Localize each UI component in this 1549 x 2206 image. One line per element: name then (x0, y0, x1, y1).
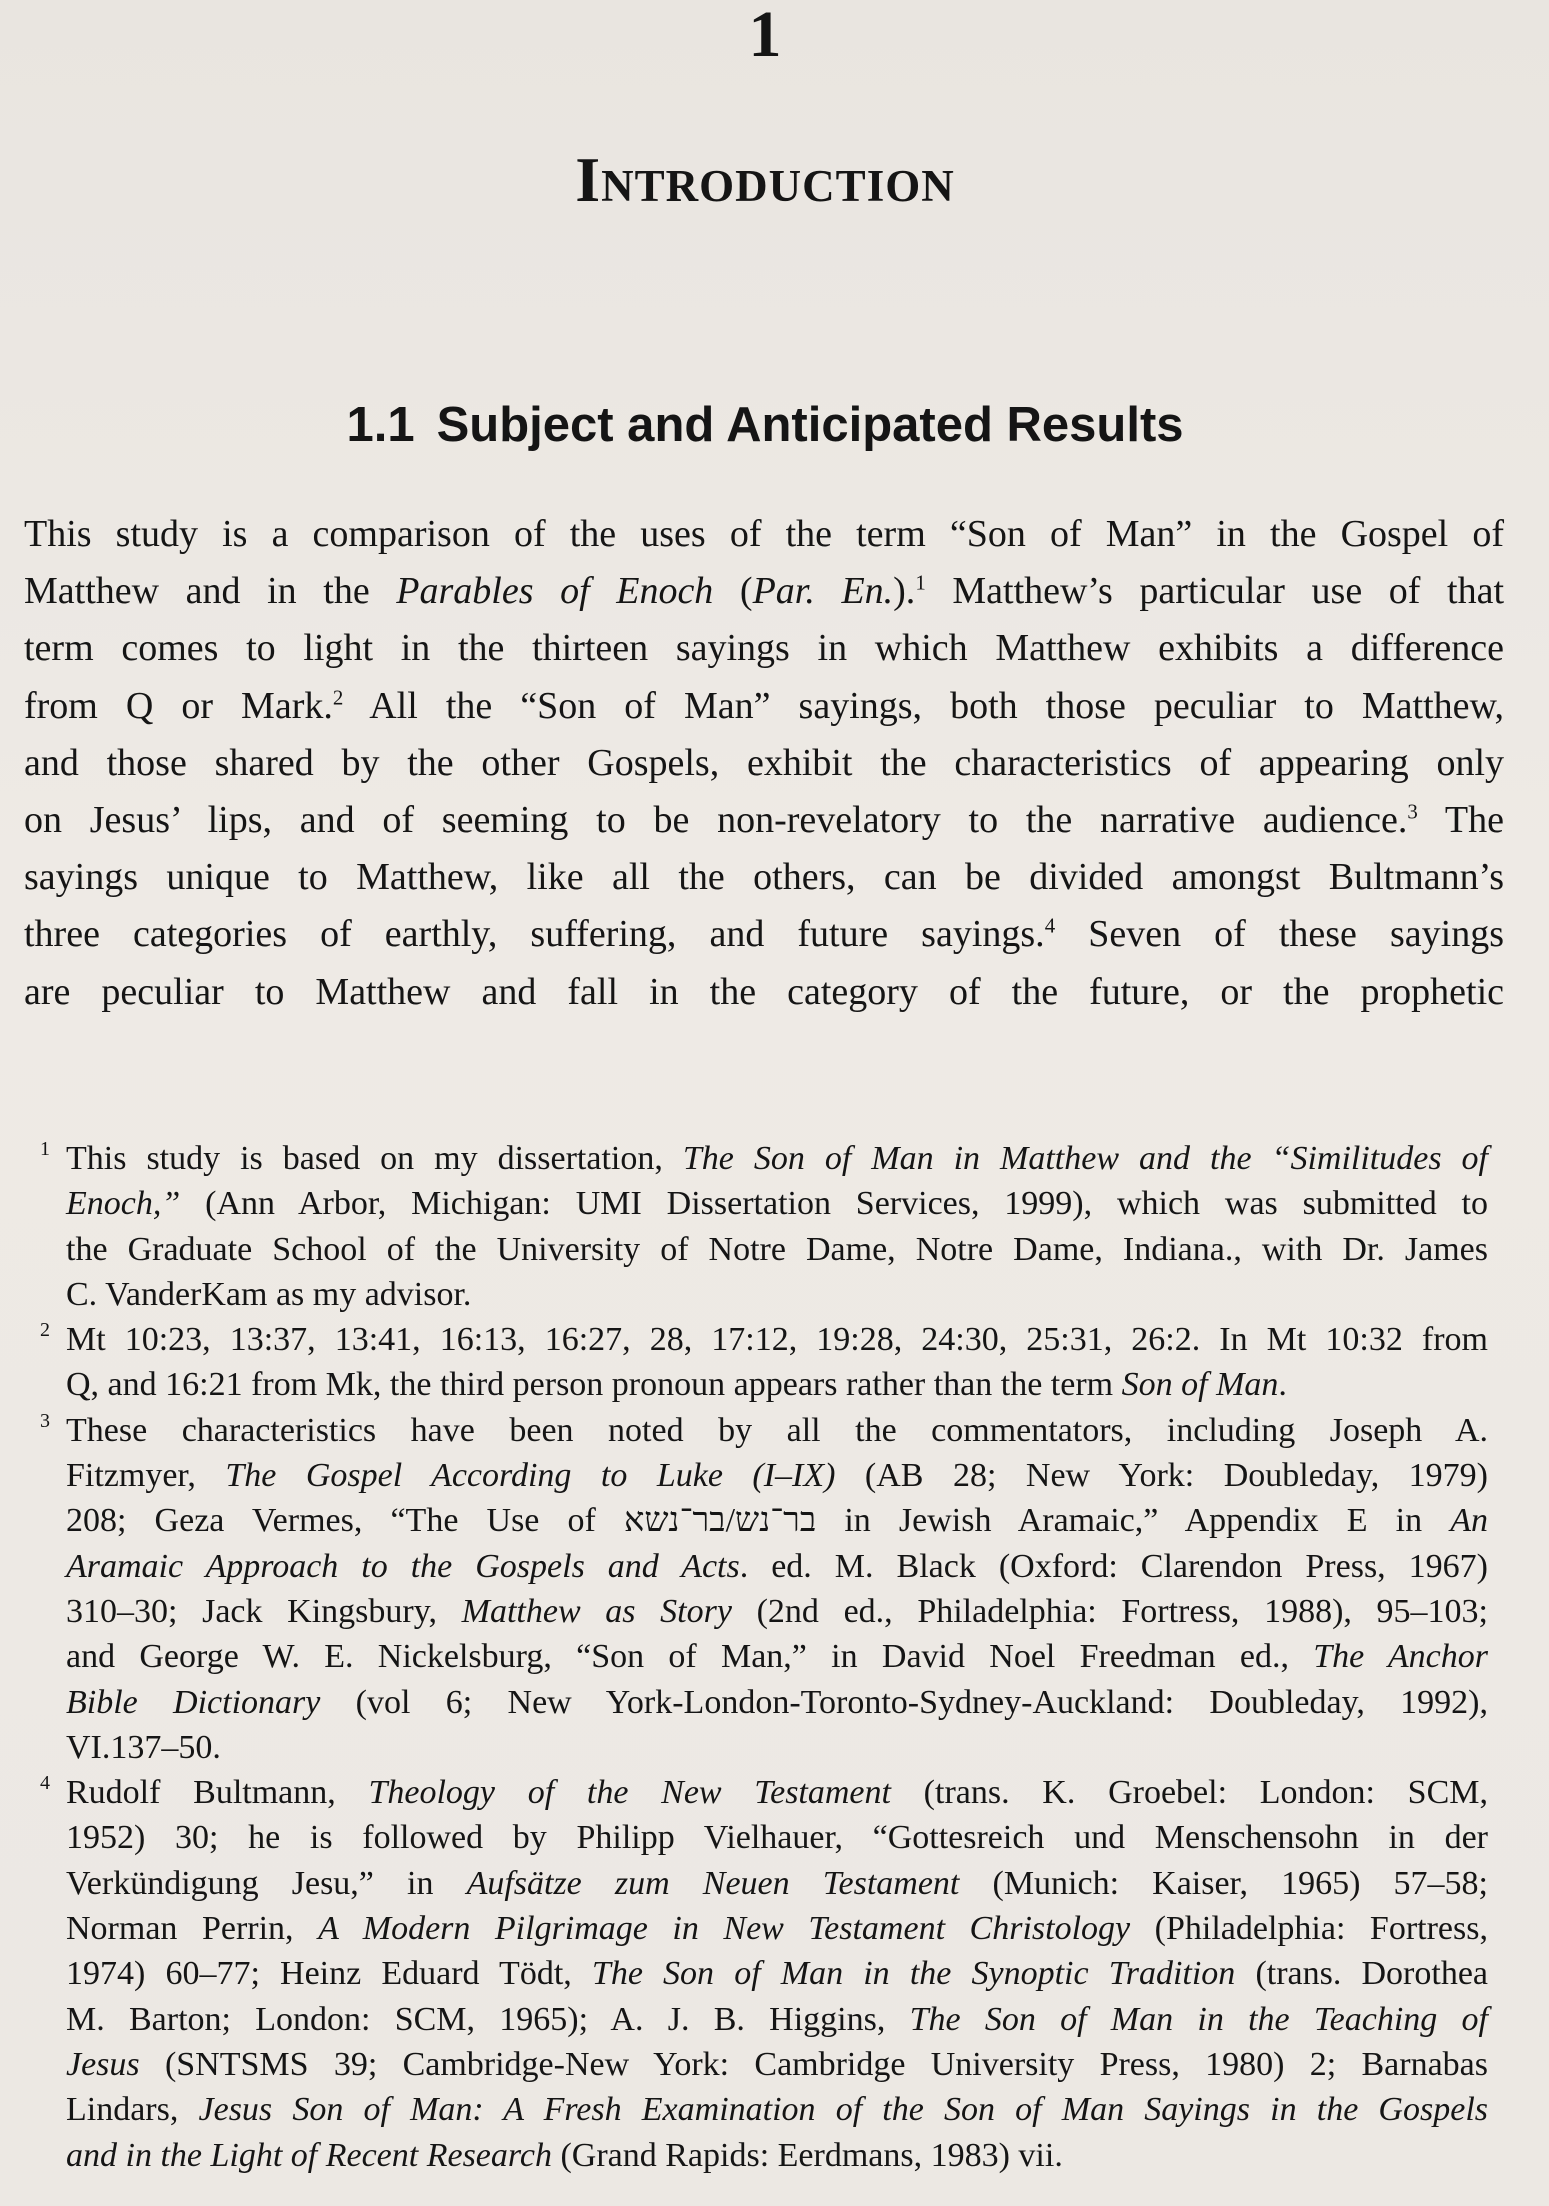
footnote-line: the Graduate School of the University of Notre Dame, Notre Dame, Indiana., with Dr. James (66, 1230, 1488, 1268)
chapter-number: 1 (748, 0, 782, 71)
body-line: on Jesus’ lips, and of seeming to be non-revelatory to the narrative audience.$^3$ The (24, 799, 1504, 842)
body-line: are peculiar to Matthew and fall in the category of the future, or the prophetic (24, 970, 1504, 1013)
footnote-1 (40, 1136, 1488, 1317)
footnote-line: Bible Dictionary (vol 6; New York-London-Toronto-Sydney-Auckland: Doubleday, 1992), (66, 1683, 1488, 1721)
footnote-4 (40, 1770, 1488, 2178)
footnote-line: Jesus (SNTSMS 39; Cambridge-New York: Cambridge University Press, 1980) 2; Barnabas (66, 2045, 1488, 2083)
body-line: from Q or Mark.$^2$ All the “Son of Man” sayings, both those peculiar to Matthew, (24, 684, 1504, 727)
footnote-line: and George W. E. Nickelsburg, “Son of Man,” in David Noel Freedman ed., The Anchor (66, 1638, 1488, 1676)
footnote-line: Verkündigung Jesu,” in Aufsätze zum Neuen Testament (Munich: Kaiser, 1965) 57–58; (66, 1864, 1488, 1902)
body-line: This study is a comparison of the uses of the term “Son of Man” in the Gospel of (24, 513, 1504, 555)
footnote-line: Lindars, Jesus Son of Man: A Fresh Examination of the Son of Man Sayings in the Gospels (66, 2091, 1488, 2129)
footnote-line: Aramaic Approach to the Gospels and Acts. ed. M. Black (Oxford: Clarendon Press, 1967) (66, 1547, 1488, 1585)
footnote-line: Mt 10:23, 13:37, 13:41, 16:13, 16:27, 28, 17:12, 19:28, 24:30, 25:31, 26:2. In Mt 10:32 from (66, 1321, 1488, 1359)
section-number: 1.1 (346, 398, 415, 452)
body-line: term comes to light in the thirteen sayings in which Matthew exhibits a difference (24, 627, 1504, 670)
footnote-line: Enoch,” (Ann Arbor, Michigan: UMI Dissertation Services, 1999), which was submitted to (66, 1185, 1488, 1223)
footnote-line: 208; Geza Vermes, “The Use of בר־נש/בר־נשא in Jewish Aramaic,” Appendix E in An (66, 1502, 1488, 1540)
footnote-marker: 3 (40, 1409, 50, 1432)
footnote-line: Q, and 16:21 from Mk, the third person pronoun appears rather than the term Son of Man. (66, 1366, 1287, 1404)
footnote-line: C. VanderKam as my advisor. (66, 1275, 472, 1313)
footnote-marker: 1 (40, 1138, 50, 1160)
footnote-3 (40, 1408, 1488, 1770)
body-paragraph (24, 506, 1504, 1021)
footnotes (40, 1136, 1488, 2178)
footnote-line: These characteristics have been noted by all the commentators, including Joseph A. (66, 1411, 1488, 1449)
section-title: Subject and Anticipated Results (436, 398, 1184, 452)
body-line: Matthew and in the Parables of Enoch (Par. En.).$^1$ Matthew’s particular use of that (24, 570, 1504, 613)
footnote-line: M. Barton; London: SCM, 1965); A. J. B. Higgins, The Son of Man in the Teaching of (66, 2000, 1488, 2038)
body-line: and those shared by the other Gospels, exhibit the characteristics of appearing only (24, 741, 1504, 784)
footnote-line: 310–30; Jack Kingsbury, Matthew as Story (2nd ed., Philadelphia: Fortress, 1988), 95–103; (66, 1592, 1488, 1630)
footnote-line: Fitzmyer, The Gospel According to Luke (I–IX) (AB 28; New York: Doubleday, 1979) (66, 1457, 1488, 1495)
footnote-line: Rudolf Bultmann, Theology of the New Testament (trans. K. Groebel: London: SCM, (66, 1774, 1488, 1812)
section-heading (0, 392, 1530, 458)
footnote-line: Norman Perrin, A Modern Pilgrimage in New Testament Christology (Philadelphia: Fortress, (66, 1910, 1488, 1948)
chapter-title: Introduction (575, 144, 955, 215)
footnote-marker: 2 (40, 1319, 50, 1342)
body-line: three categories of earthly, suffering, and future sayings.$^4$ Seven of these sayings (24, 913, 1504, 956)
footnote-line: VI.137–50. (66, 1728, 221, 1766)
footnote-marker: 4 (40, 1772, 50, 1795)
footnote-line: This study is based on my dissertation, The Son of Man in Matthew and the “Similitudes of (66, 1140, 1488, 1177)
footnote-line: 1974) 60–77; Heinz Eduard Tödt, The Son of Man in the Synoptic Tradition (trans. Dorothea (66, 1955, 1489, 1993)
footnote-2 (40, 1317, 1488, 1408)
footnote-line: and in the Light of Recent Research (Grand Rapids: Eerdmans, 1983) vii. (66, 2136, 1063, 2174)
body-line: sayings unique to Matthew, like all the others, can be divided amongst Bultmann’s (24, 856, 1504, 899)
footnote-line: 1952) 30; he is followed by Philipp Vielhauer, “Gottesreich und Menschensohn in der (66, 1819, 1488, 1857)
